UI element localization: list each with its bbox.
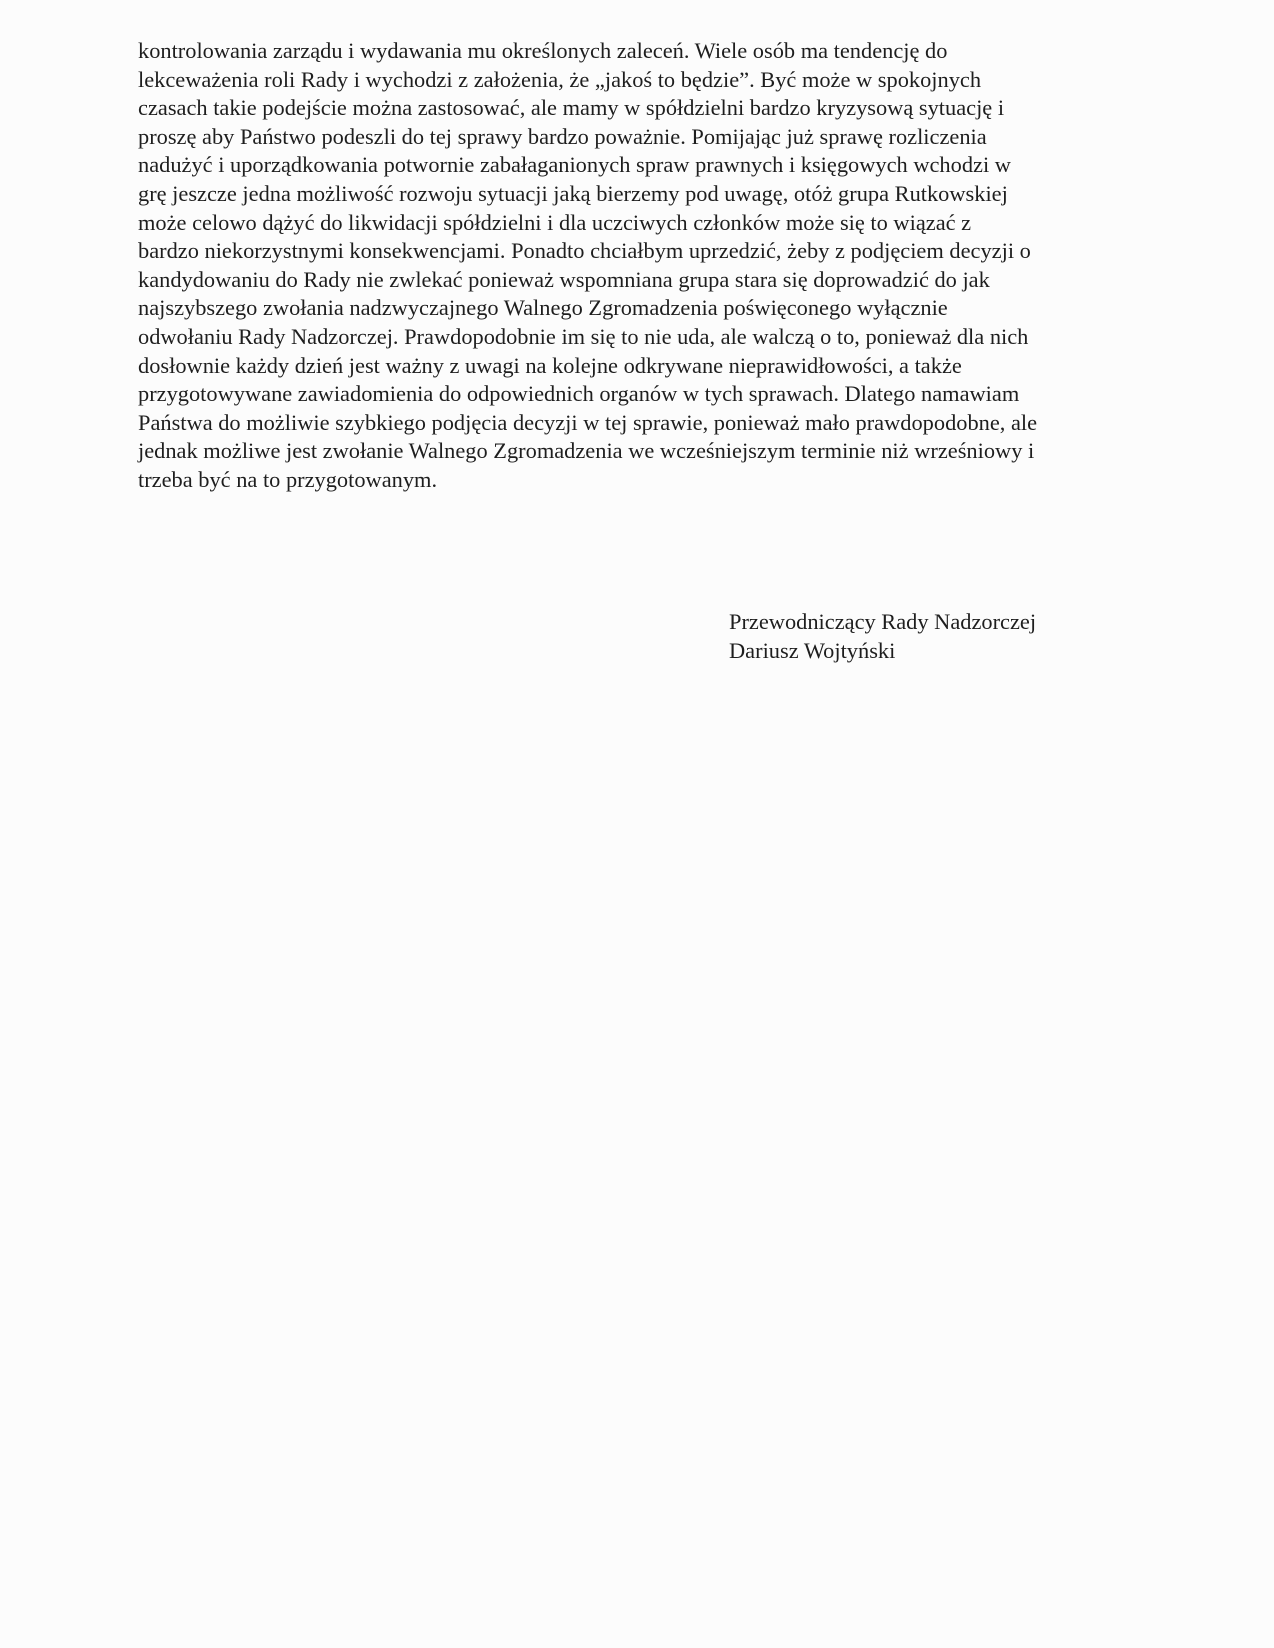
body-line: kandydowaniu do Rady nie zwlekać ponieważ wspomniana grupa stara się doprowadzić do jak xyxy=(138,266,990,292)
body-line: odwołaniu Rady Nadzorczej. Prawdopodobnie im się to nie uda, ale walczą o to, ponieważ dla nich xyxy=(138,323,1029,349)
body-line: lekceważenia roli Rady i wychodzi z założenia, że „jakoś to będzie”. Być może w spokojnych xyxy=(138,66,982,92)
body-line: dosłownie każdy dzień jest ważny z uwagi na kolejne odkrywane nieprawidłowości, a także xyxy=(138,352,962,378)
signature-name: Dariusz Wojtyński xyxy=(729,637,896,663)
body-line: najszybszego zwołania nadzwyczajnego Walnego Zgromadzenia poświęconego wyłącznie xyxy=(138,295,948,321)
body-line: proszę aby Państwo podeszli do tej sprawy bardzo poważnie. Pomijając już sprawę rozliczenia xyxy=(138,123,987,149)
body-line: Państwa do możliwie szybkiego podjęcia decyzji w tej sprawie, ponieważ mało prawdopodobne, ale xyxy=(138,409,1038,435)
body-line: czasach takie podejście można zastosować, ale mamy w spółdzielni bardzo kryzysową sytuację i xyxy=(138,95,1005,121)
signature-block xyxy=(729,608,1149,665)
letter-body xyxy=(138,37,1148,495)
body-line: nadużyć i uporządkowania potwornie zabałaganionych spraw prawnych i księgowych wchodzi w xyxy=(138,152,1011,178)
body-line: bardzo niekorzystnymi konsekwencjami. Ponadto chciałbym uprzedzić, żeby z podjęciem decyzji o xyxy=(138,238,1031,264)
body-line: kontrolowania zarządu i wydawania mu określonych zaleceń. Wiele osób ma tendencję do xyxy=(138,38,948,63)
body-line: może celowo dążyć do likwidacji spółdzielni i dla uczciwych członków może się to wiązać z xyxy=(138,209,972,235)
body-line: przygotowywane zawiadomienia do odpowiednich organów w tych sprawach. Dlatego namawiam xyxy=(138,381,1020,407)
signature-title: Przewodniczący Rady Nadzorczej xyxy=(729,609,1037,634)
body-line: jednak możliwe jest zwołanie Walnego Zgromadzenia we wcześniejszym terminie niż wrześniowy i xyxy=(138,438,1035,464)
body-line: grę jeszcze jedna możliwość rozwoju sytuacji jaką bierzemy pod uwagę, otóż grupa Rutkowskiej xyxy=(138,180,1008,206)
body-line: trzeba być na to przygotowanym. xyxy=(138,466,438,492)
